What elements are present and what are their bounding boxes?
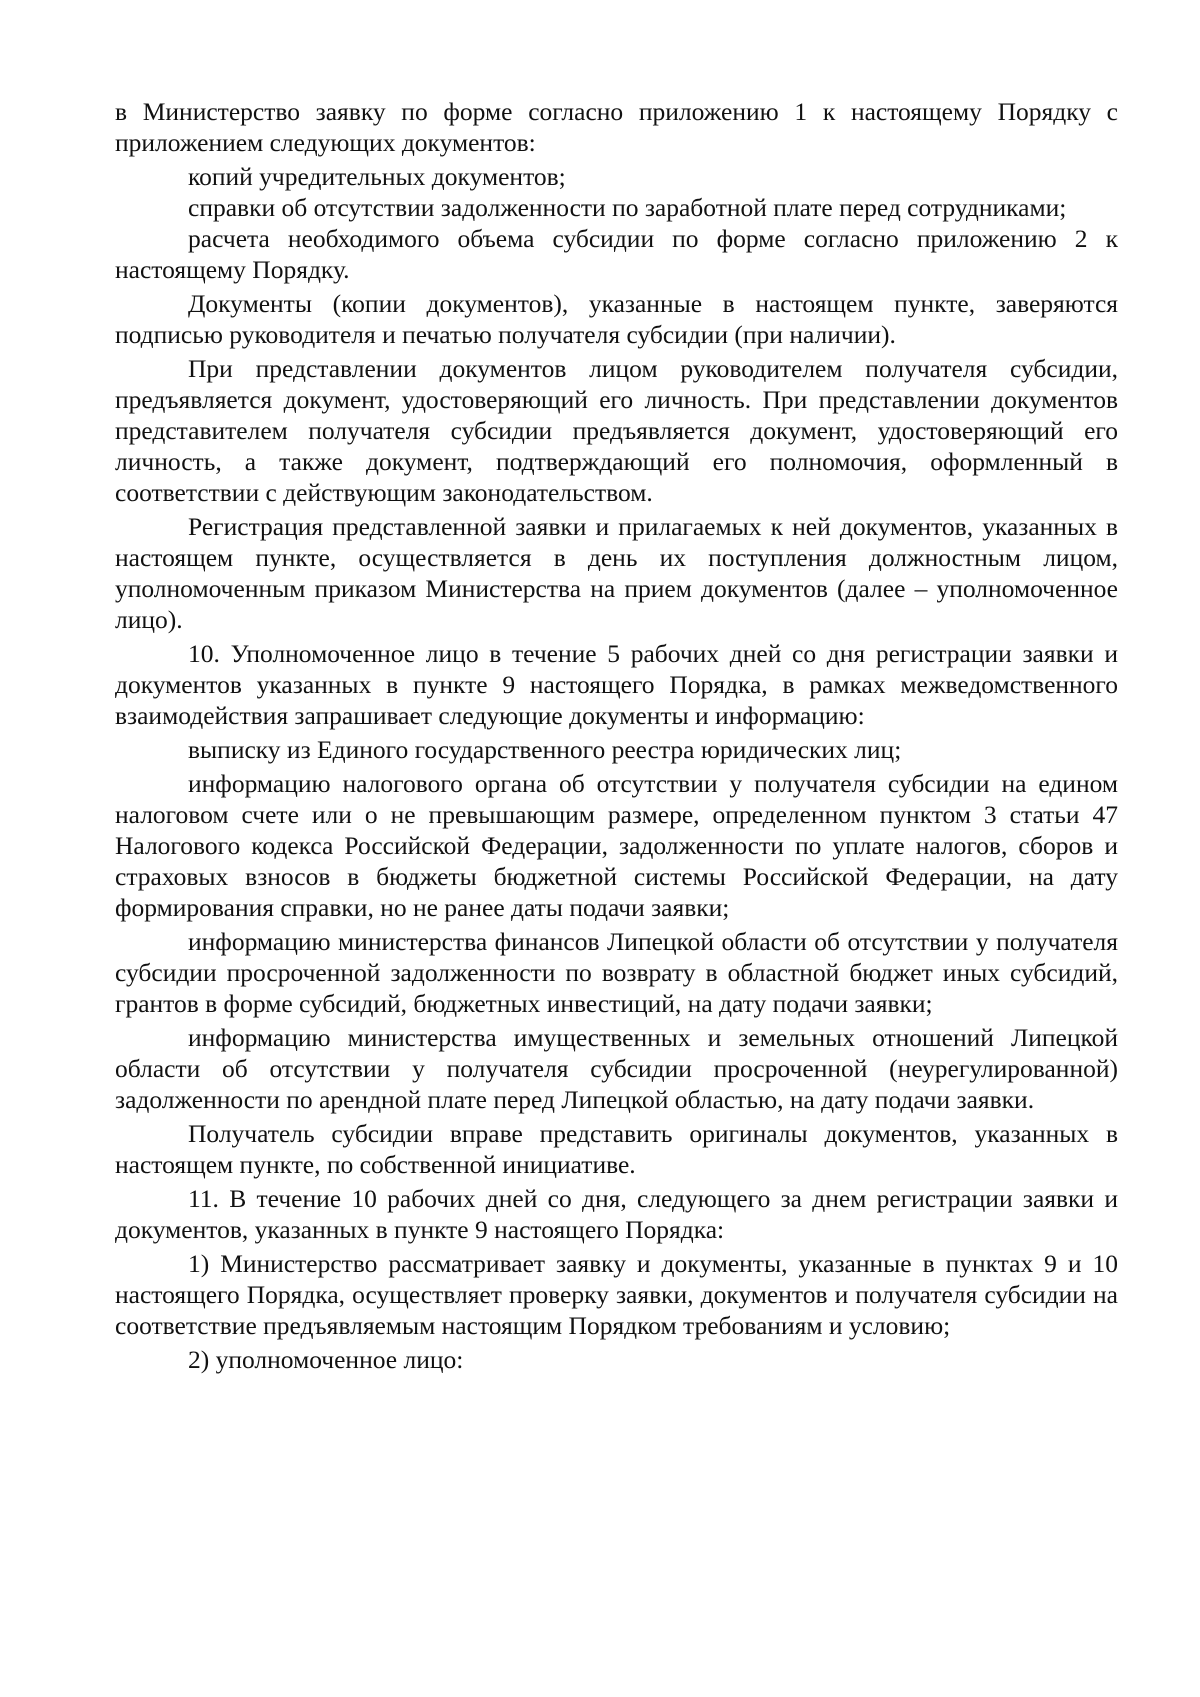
paragraph-subsidy-calculation: расчета необходимого объема субсидии по форме согласно приложению 2 к настоящему Порядку. <box>115 224 1118 284</box>
paragraph-original-documents: Получатель субсидии вправе представить оригиналы документов, указанных в настоящем пункте, по собственной инициативе. <box>115 1119 1118 1179</box>
paragraph-finance-ministry-info: информацию министерства финансов Липецкой области об отсутствии у получателя субсидии просроченной задолженности по возврату в областной бюджет иных субсидий, грантов в форме субсидий, бюджетных инвестиций, на дату подачи заявки; <box>115 927 1118 1018</box>
document-page <box>115 96 1118 1378</box>
paragraph-item-11-1: 1) Министерство рассматривает заявку и документы, указанные в пунктах 9 и 10 настоящего Порядка, осуществляет проверку заявки, документов и получателя субсидии на соответствие предъявляемым настоящим Порядком требованиям и условию; <box>115 1249 1118 1340</box>
paragraph-registration: Регистрация представленной заявки и прилагаемых к ней документов, указанных в настоящем пункте, осуществляется в день их поступления должностным лицом, уполномоченным приказом Министерства на прием документов (далее – уполномоченное лицо). <box>115 512 1118 634</box>
paragraph-tax-authority-info: информацию налогового органа об отсутствии у получателя субсидии на едином налоговом счете или о не превышающим размере, определенном пунктом 3 статьи 47 Налогового кодекса Российской Федерации, задолженности по уплате налогов, сборов и страховых взносов в бюджеты бюджетной системы Российской Федерации, на дату формирования справки, но не ранее даты подачи заявки; <box>115 769 1118 922</box>
paragraph-founding-documents: копий учредительных документов; <box>188 162 566 191</box>
paragraph-identity-documents: При представлении документов лицом руководителем получателя субсидии, предъявляется документ, удостоверяющий его личность. При представлении документов представителем получателя субсидии предъявляется документ, удостоверяющий его личность, а также документ, подтверждающий его полномочия, оформленный в соответствии с действующим законодательством. <box>115 354 1118 507</box>
paragraph-item-11-2: 2) уполномоченное лицо: <box>188 1345 464 1374</box>
paragraph-item-10: 10. Уполномоченное лицо в течение 5 рабочих дней со дня регистрации заявки и документов указанных в пункте 9 настоящего Порядка, в рамках межведомственного взаимодействия запрашивает следующие документы и информацию: <box>115 639 1118 730</box>
paragraph-legal-entities-register: выписку из Единого государственного реестра юридических лиц; <box>188 735 902 764</box>
paragraph-application-documents: в Министерство заявку по форме согласно приложению 1 к настоящему Порядку с приложением следующих документов: <box>115 97 1118 157</box>
paragraph-document-certification: Документы (копии документов), указанные в настоящем пункте, заверяются подписью руководителя и печатью получателя субсидии (при наличии). <box>115 289 1118 349</box>
paragraph-salary-debt-certificate: справки об отсутствии задолженности по заработной плате перед сотрудниками; <box>188 193 1067 222</box>
paragraph-property-ministry-info: информацию министерства имущественных и земельных отношений Липецкой области об отсутствии у получателя субсидии просроченной (неурегулированной) задолженности по арендной плате перед Липецкой областью, на дату подачи заявки. <box>115 1023 1118 1114</box>
paragraph-item-11: 11. В течение 10 рабочих дней со дня, следующего за днем регистрации заявки и документов, указанных в пункте 9 настоящего Порядка: <box>115 1184 1118 1244</box>
